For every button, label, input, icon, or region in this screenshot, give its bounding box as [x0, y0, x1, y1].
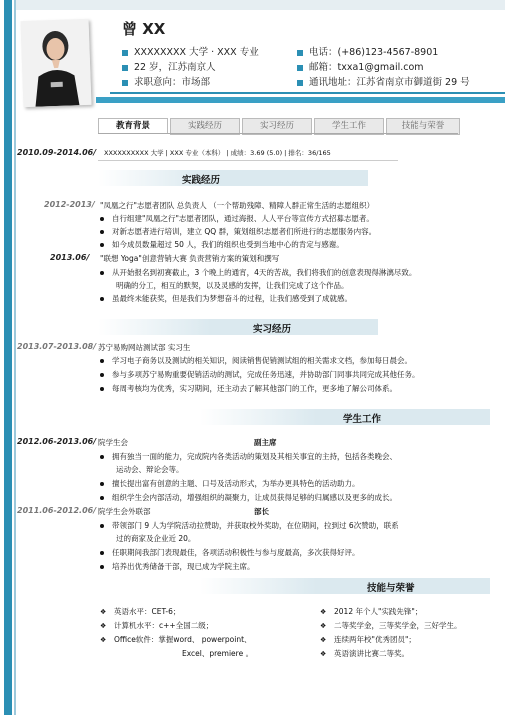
list-item [100, 451, 397, 462]
list-item [100, 355, 412, 366]
bullet-icon [100, 359, 104, 363]
student-work-title: 学生工作 [343, 414, 382, 425]
info-school [122, 44, 259, 58]
tab-student-work[interactable]: 学生工作 [314, 118, 384, 135]
practice-head-2: "联想 Yoga"创意营销大赛 负责营销方案的策划和撰写 [100, 254, 280, 263]
practice-section-bar [98, 170, 368, 186]
left-accent-bar [4, 0, 12, 715]
list-item [100, 369, 420, 380]
bullet-icon [100, 297, 104, 301]
list-item [100, 561, 255, 572]
flower-bullet-icon: ❖ [320, 608, 327, 616]
list-item [320, 620, 462, 631]
bullet-icon [100, 551, 104, 555]
list-item [320, 648, 409, 659]
tab-education[interactable]: 教育背景 [98, 118, 168, 134]
square-bullet-icon [297, 65, 303, 71]
list-item [100, 606, 180, 617]
bullet-icon [100, 496, 104, 500]
list-item-text: 二等奖学金，三等奖学金，三好学生。 [334, 621, 462, 630]
list-item-text: 运动会、辩论会等。 [116, 465, 184, 474]
square-bullet-icon [122, 50, 128, 56]
list-item-text: 如今成员数量超过 50 人，我们的组织也受到当地中心的肯定与感谢。 [112, 240, 344, 249]
list-item [100, 213, 374, 224]
list-item [100, 267, 416, 278]
portrait-image [21, 19, 92, 107]
info-email-text: 邮箱：txxa1@gmail.com [309, 62, 424, 73]
student-work-org-2: 院学生会外联部 [98, 507, 151, 516]
list-item-text: 拥有独当一面的能力，完成院内各类活动的策划及其相关事宜的主持，包括各类晚会、 [112, 452, 397, 461]
info-school-text: XXXXXXXX 大学 · XXX 专业 [134, 47, 259, 58]
list-item [100, 293, 352, 304]
info-objective [122, 74, 210, 88]
practice-head-1: "凤凰之行"志愿者团队 总负责人 （一个帮助残障、精障人群正常生活的志愿组织） [100, 201, 375, 210]
flower-bullet-icon: ❖ [320, 636, 327, 644]
list-item [100, 634, 252, 645]
list-item-text: 组织学生会内部活动，增强组织的凝聚力，让成员获得足够的归属感以及更多的成长。 [112, 493, 397, 502]
education-detail: XXXXXXXXXX 大学 | XXX 专业（本科） | 成绩：3.69 (5.0) | 排名：36/165 [104, 149, 331, 157]
skills-section-bar [200, 578, 490, 594]
info-objective-text: 求职意向：市场部 [134, 77, 211, 88]
list-item [100, 383, 397, 394]
internship-head: 苏宁易购网站测试部 实习生 [98, 343, 191, 352]
list-item [100, 478, 360, 489]
list-item-text: 对新志愿者进行培训，建立 QQ 群，策划组织志愿者们所进行的志愿服务内容。 [112, 227, 377, 236]
flower-bullet-icon: ❖ [320, 622, 327, 630]
flower-bullet-icon: ❖ [100, 622, 107, 630]
practice-date-2: 2013.06/ [50, 253, 90, 262]
list-item-text: 2012 年个人"实践先锋"； [334, 607, 423, 616]
square-bullet-icon [122, 80, 128, 86]
student-work-date-1: 2012.06-2013.06/ [17, 437, 97, 446]
practice-date-1: 2012-2013/ [44, 200, 95, 209]
list-item [100, 620, 213, 631]
square-bullet-icon [297, 80, 303, 86]
skills-title: 技能与荣誉 [367, 583, 415, 594]
profile-photo [21, 19, 92, 107]
square-bullet-icon [297, 50, 303, 56]
list-item [100, 280, 349, 291]
bullet-icon [100, 524, 104, 528]
list-item [116, 464, 184, 475]
header-divider [110, 92, 505, 94]
info-age-text: 22 岁，江苏南京人 [134, 62, 216, 73]
flower-bullet-icon: ❖ [100, 636, 107, 644]
list-item-text: 带领部门 9 人为学院活动拉赞助，并获取校外奖助，在位期间，拉到过 6次赞助，联系 [112, 521, 399, 530]
list-item-text: 虽最终未能获奖，但是我们为梦想奋斗的过程，让我们感受到了成就感。 [112, 294, 352, 303]
list-item-text: 任职期间我部门表现最佳，各项活动积极性与参与度最高，多次获得好评。 [112, 548, 360, 557]
list-item-text: 过的商家及企业近 20。 [116, 534, 196, 543]
list-item [116, 533, 195, 544]
list-item-text: 从开始报名到初赛截止，3 个晚上的通宵，4天的苦战，我们将我们的创意表现得淋漓尽致。 [112, 268, 417, 277]
list-item [100, 226, 376, 237]
list-item [182, 648, 253, 659]
bullet-icon [100, 217, 104, 221]
list-item-text: 连续两年校"优秀团员"； [334, 635, 416, 644]
tab-practice[interactable]: 实践经历 [170, 118, 240, 135]
list-item-text: Excel、premiere 。 [182, 649, 254, 658]
education-date: 2010.09-2014.06/ [17, 148, 97, 157]
list-item-text: 参与多项苏宁易购重要促销活动的测试，完成任务迅速，并协助部门同事共同完成其他任务。 [112, 370, 420, 379]
header-bar [96, 97, 505, 103]
top-strip [16, 0, 505, 10]
bullet-icon [100, 271, 104, 275]
student-work-org-1: 院学生会 [98, 438, 128, 447]
list-item [100, 547, 360, 558]
internship-title: 实习经历 [253, 324, 292, 335]
list-item-text: 学习电子商务以及测试的相关知识，阅读销售促销测试组的相关需求文档，参加每日晨会。 [112, 356, 412, 365]
bullet-icon [100, 482, 104, 486]
flower-bullet-icon: ❖ [100, 608, 107, 616]
student-work-role-1: 副主席 [254, 438, 277, 447]
info-email [297, 59, 424, 73]
square-bullet-icon [122, 65, 128, 71]
list-item-text: 明确的分工，相互的默契，以及灵感的发挥，让我们完成了这个作品。 [116, 281, 349, 290]
list-item-text: 英语水平：CET-6； [114, 607, 181, 616]
tab-skills[interactable]: 技能与荣誉 [386, 118, 460, 135]
student-work-role-2: 部长 [254, 507, 269, 516]
bullet-icon [100, 373, 104, 377]
bullet-icon [100, 243, 104, 247]
info-phone [297, 44, 438, 58]
bullet-icon [100, 387, 104, 391]
bullet-icon [100, 230, 104, 234]
list-item-text: 擅长提出富有创意的主题、口号及活动形式，为举办更具特色的活动助力。 [112, 479, 360, 488]
list-item [320, 606, 422, 617]
list-item [320, 634, 416, 645]
list-item-text: Office软件：掌握word、 powerpoint、 [114, 635, 252, 644]
list-item [100, 492, 397, 503]
left-accent-line [14, 0, 16, 715]
practice-title: 实践经历 [182, 175, 221, 186]
internship-date: 2013.07-2013.08/ [17, 342, 97, 351]
candidate-name: 曾 XX [122, 20, 166, 38]
info-address [297, 74, 470, 88]
list-item-text: 英语演讲比赛二等奖。 [334, 649, 409, 658]
list-item-text: 每周考核均为优秀，实习期间，还主动去了解其他部门的工作，更多地了解公司体系。 [112, 384, 397, 393]
student-work-date-2: 2011.06-2012.06/ [17, 506, 97, 515]
list-item-text: 自行组建"凤凰之行"志愿者团队，通过海报、人人平台等宣传方式招募志愿者。 [112, 214, 374, 223]
info-phone-text: 电话：(+86)123-4567-8901 [309, 47, 439, 58]
info-address-text: 通讯地址：江苏省南京市御道街 29 号 [309, 77, 470, 88]
flower-bullet-icon: ❖ [320, 650, 327, 658]
list-item-text: 培养出优秀储备干部，现已成为学院主席。 [112, 562, 255, 571]
tab-internship[interactable]: 实习经历 [242, 118, 312, 135]
info-age [122, 59, 216, 73]
list-item-text: 计算机水平：c++全国二级； [114, 621, 214, 630]
list-item [100, 520, 399, 531]
bullet-icon [100, 565, 104, 569]
list-item [100, 239, 344, 250]
internship-section-bar [98, 319, 378, 335]
divider [98, 160, 398, 161]
tab-underline [98, 133, 458, 134]
bullet-icon [100, 455, 104, 459]
